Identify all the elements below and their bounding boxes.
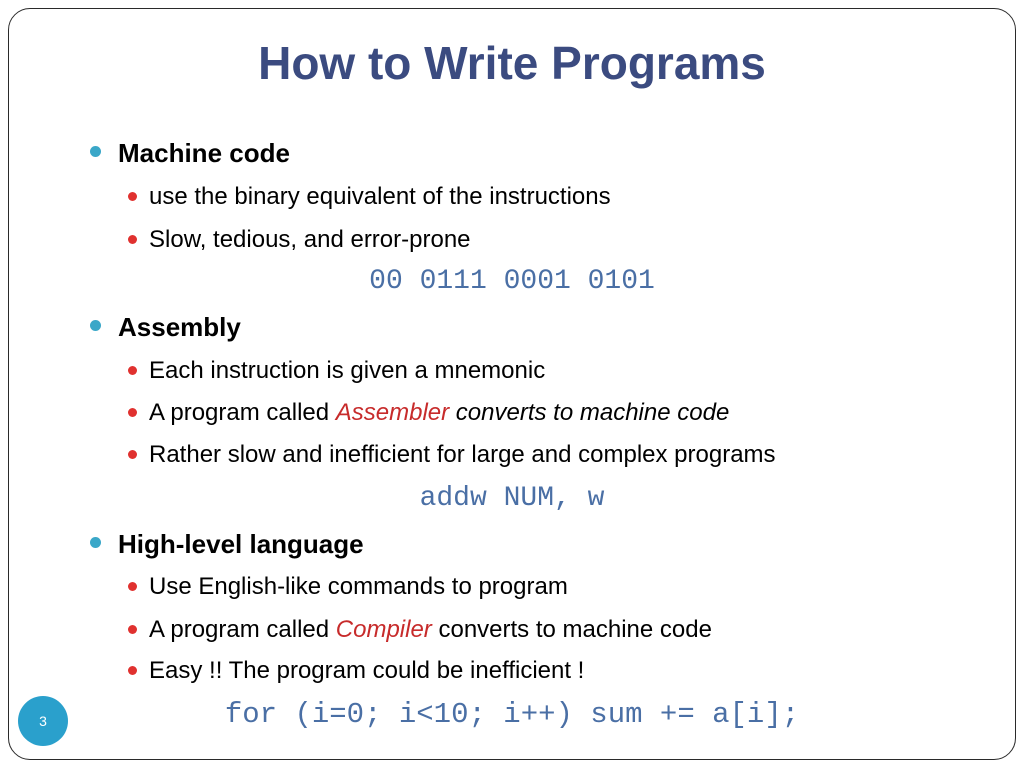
page-number-badge [18,696,68,746]
list-item-prefix: A program called [149,616,336,643]
bullet-dot [128,625,137,634]
list-item-text: use the binary equivalent of the instructions [149,183,611,210]
list-item-suffix: converts to machine code [449,399,730,426]
section-heading-text: Machine code [118,138,290,168]
list-item-text: Each instruction is given a mnemonic [149,357,546,384]
bullet-dot [128,366,137,375]
list-item [149,226,471,254]
bullet-dot [128,192,137,201]
list-item-text: Use English-like commands to program [149,573,568,600]
bullet-dot [128,582,137,591]
bullet-dot [90,537,101,548]
bullet-dot [90,320,101,331]
section-heading-text: Assembly [118,312,241,342]
bullet-dot [128,666,137,675]
code-example-high-level: for (i=0; i<10; i++) sum += a[i]; [224,698,800,731]
list-item [149,573,568,601]
code-example-assembly: addw NUM, w [419,483,605,514]
list-item [149,616,712,644]
highlight-term-compiler: Compiler [335,616,432,643]
list-item [149,399,729,427]
list-item-text: Easy !! The program could be inefficient ! [149,657,585,684]
bullet-dot [128,408,137,417]
bullet-dot [128,235,137,244]
section-heading-high-level-language [118,529,364,560]
section-heading-text: High-level language [118,529,364,559]
list-item [149,657,584,685]
page-number: 3 [39,713,47,729]
list-item [149,357,545,385]
list-item-suffix: converts to machine code [431,616,712,643]
code-example-machine-code: 00 0111 0001 0101 [369,266,655,297]
list-item-text: Slow, tedious, and error-prone [149,226,471,253]
section-heading-assembly [118,312,241,343]
list-item [149,441,776,469]
list-item-text: Rather slow and inefficient for large and complex programs [149,441,776,468]
bullet-dot [128,450,137,459]
list-item [149,183,611,211]
slide-title: How to Write Programs [258,37,766,89]
list-item-prefix: A program called [149,399,336,426]
bullet-dot [90,146,101,157]
highlight-term-assembler: Assembler [335,399,450,426]
section-heading-machine-code [118,138,290,169]
